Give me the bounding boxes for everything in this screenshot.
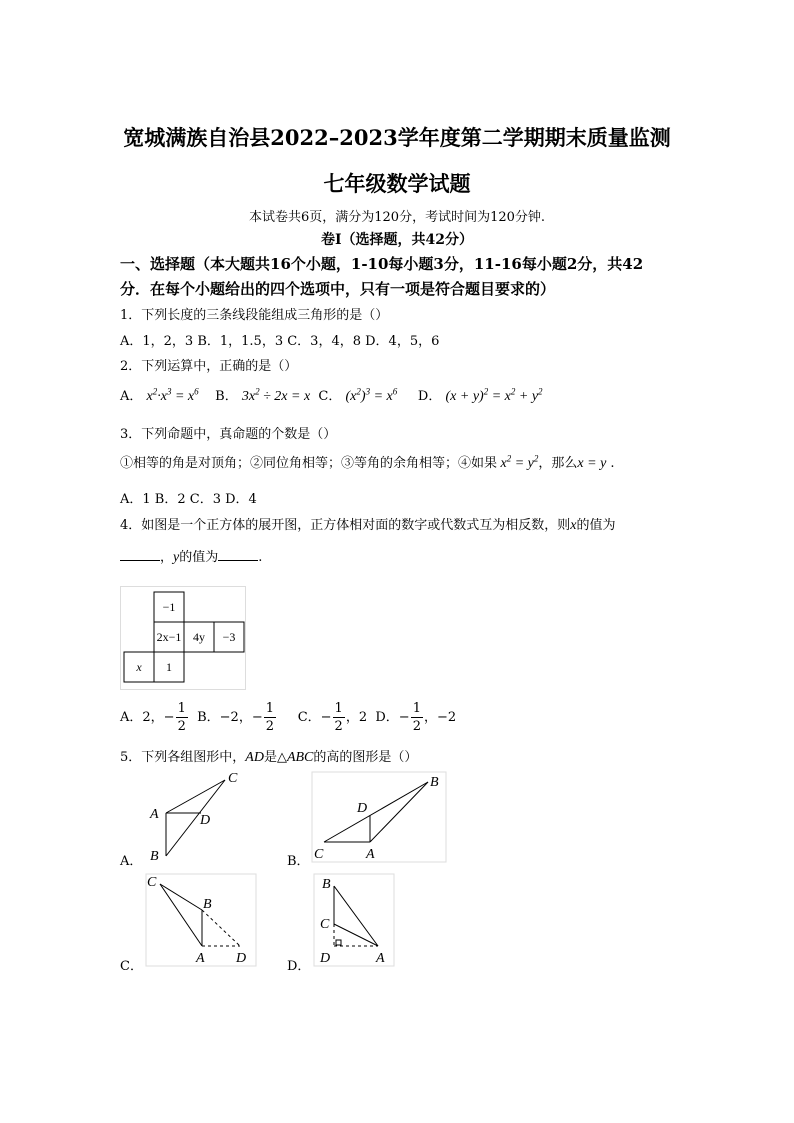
question-3-statements: ①相等的角是对顶角；②同位角相等；③等角的余角相等；④如果 $x^2 = y^2$，那么x = y . [120, 453, 615, 471]
answer-blank-1[interactable] [120, 548, 160, 561]
svg-text:B: B [150, 849, 159, 864]
question-2-stem: 2．下列运算中，正确的是（） [120, 359, 298, 374]
figure-option-d [310, 870, 400, 970]
question-2-options: A． $x^2\cdot x^3 = x^6$ B． $3x^2 \div 2x = x$ C． $(x^2)^3 = x^6$ D． $(x + y)^2 = x^2 + y^2$ [120, 386, 543, 404]
exam-title: 宽城满族自治县2022–2023学年度第二学期期末质量监测 [123, 125, 671, 150]
cube-net-figure [120, 586, 248, 692]
question-1-options: A．1，2，3 B．1，1.5，3 C．3，4，8 D．4，5，6 [120, 334, 440, 349]
figure-label-a: A． [120, 854, 143, 869]
svg-text:A: A [376, 951, 385, 966]
question-4-stem: 4．如图是一个正方体的展开图，正方体相对面的数字或代数式互为相反数，则x的值为 [120, 518, 616, 533]
svg-text:C: C [314, 847, 324, 862]
question-1-stem: 1．下列长度的三条线段能组成三角形的是（） [120, 308, 389, 323]
net-label-mid3: −3 [222, 630, 236, 644]
svg-text:D: D [357, 801, 368, 816]
question-3-stem: 3．下列命题中，真命题的个数是（） [120, 427, 337, 442]
svg-text:A: A [150, 807, 159, 822]
question-4-blanks: ，y的值为 . [120, 546, 262, 566]
figure-option-a [140, 770, 250, 865]
svg-text:A: A [366, 847, 375, 862]
answer-blank-2[interactable] [218, 548, 258, 561]
figure-option-b [310, 770, 450, 865]
svg-text:D: D [320, 951, 331, 966]
question-4-options: A．2，− $\frac{1}{2}$ B．−2，− $\frac{1}{2}$ C．− $\frac{1}{2}$ ，2 D．− $\frac{1}{2}$ ，−2 [120, 701, 457, 734]
question-3-options: A．1 B．2 C．3 D．4 [120, 492, 257, 507]
svg-text:A: A [196, 951, 205, 966]
svg-text:C: C [320, 917, 330, 932]
part-heading: 卷Ⅰ（选择题，共42分） [320, 232, 474, 248]
net-label-bottom2: 1 [166, 660, 172, 674]
svg-text:B: B [203, 897, 212, 912]
svg-text:D: D [200, 813, 211, 828]
svg-text:D: D [236, 951, 247, 966]
net-label-mid2: 4y [193, 630, 205, 644]
figure-label-d: D． [287, 959, 311, 974]
net-label-bottom1: x [136, 660, 142, 674]
figure-option-c [140, 870, 260, 970]
svg-text:C: C [228, 771, 238, 786]
figure-label-c: C． [120, 959, 143, 974]
svg-text:C: C [147, 875, 157, 890]
exam-note: 本试卷共6页，满分为120分，考试时间为120分钟. [248, 210, 546, 225]
section-heading-line1: 一、选择题（本大题共16个小题，1-10每小题3分，11-16每小题2分，共42 [120, 255, 644, 273]
svg-text:B: B [322, 877, 331, 892]
net-label-top: −1 [162, 600, 176, 614]
svg-text:B: B [430, 775, 439, 790]
question-5-stem: 5．下列各组图形中，AD是△ABC的高的图形是（） [120, 750, 418, 765]
exam-subtitle: 七年级数学试题 [323, 171, 471, 196]
section-heading-line2: 分．在每个小题给出的四个选项中，只有一项是符合题目要求的） [120, 280, 556, 298]
figure-label-b: B． [287, 854, 310, 869]
net-label-mid1: 2x−1 [156, 630, 182, 644]
